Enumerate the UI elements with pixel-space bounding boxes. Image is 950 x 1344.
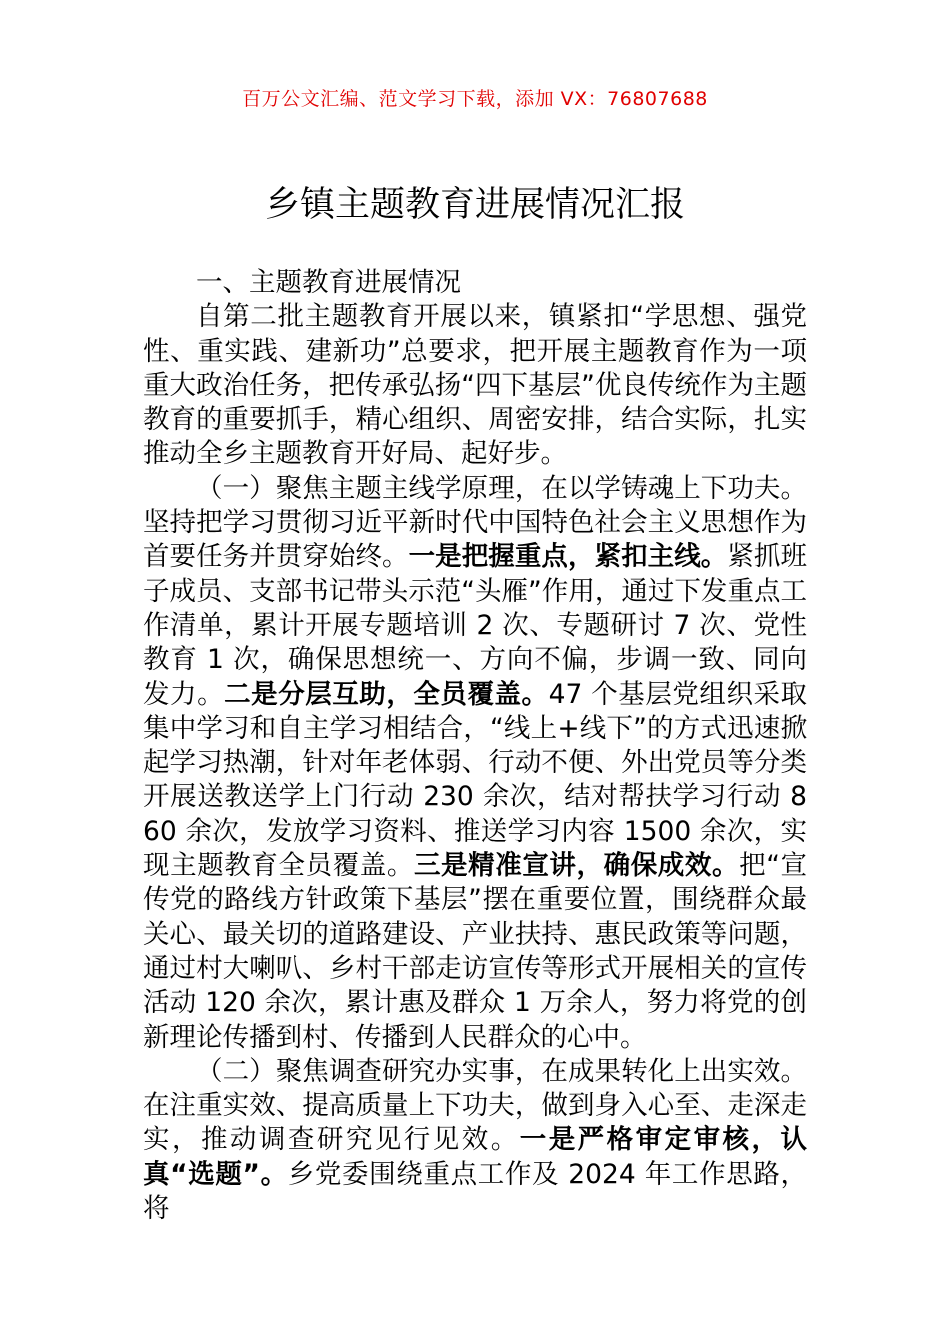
part1-bold1: 一是把握重点，紧扣主线。 (408, 541, 728, 573)
intro-paragraph: 自第二批主题教育开展以来，镇紧扣“学思想、强党性、重实践、建新功”总要求，把开展主题教育作为一项重大政治任务，把传承弘扬“四下基层”优良传统作为主题教育的重要抓手，精心组织、周密安排，结合实际，扎实推动全乡主题教育开好局、起好步。 (143, 301, 807, 470)
document-body (143, 266, 807, 1226)
part2-bold1: 一是严格审定审核，认真“选题”。 (143, 1124, 808, 1190)
part1-bold3: 三是精准宣讲，确保成效。 (413, 850, 740, 882)
document-title: 乡镇主题教育进展情况汇报 (264, 185, 685, 225)
part1-bold2: 二是分层互助，全员覆盖。 (224, 678, 549, 710)
part1-paragraph (143, 472, 807, 1055)
part1-text3: 47 个基层党组织采取集中学习和自主学习相结合，“线上+线下”的方式迅速掀起学习热潮，针对年老体弱、行动不便、外出党员等分类开展送教送学上门行动 230 余次，结对帮扶学习行动 860 余次，发放学习资料、推送学习内容 1500 余次，实现主题教育全员覆盖。 (143, 678, 808, 882)
section-heading: 一、主题教育进展情况 (196, 267, 461, 298)
watermark-header-note: 百万公文汇编、范文学习下载，添加 VX：76807688 (242, 88, 708, 110)
part1-text2: 紧抓班子成员、支部书记带头示范“头雁”作用，通过下发重点工作清单，累计开展专题培训 2 次、专题研讨 7 次、党性教育 1 次，确保思想统一、方向不偏，步调一致、同向发力。 (143, 541, 807, 710)
part2-paragraph (143, 1055, 807, 1226)
part2-text2: 乡党委围绕重点工作及 2024 年工作思路，将 (143, 1158, 807, 1225)
part1-text4: 把“宣传党的路线方针政策下基层”摆在重要位置，围绕群众最关心、最关切的道路建设、产业扶持、惠民政策等问题，通过村大喇叭、乡村干部走访宣传等形式开展相关的宣传活动 120 余次，累计惠及群众 1 万余人，努力将党的创新理论传播到村、传播到人民群众的心中。 (143, 850, 808, 1053)
part2-text1: （二）聚焦调查研究办实事，在成果转化上出实效。在注重实效、提高质量上下功夫，做到身入心至、走深走实，推动调查研究见行见效。 (143, 1055, 807, 1156)
part1-text1: （一）聚焦主题主线学原理，在以学铸魂上下功夫。坚持把学习贯彻习近平新时代中国特色社会主义思想作为首要任务并贯穿始终。 (143, 472, 807, 573)
